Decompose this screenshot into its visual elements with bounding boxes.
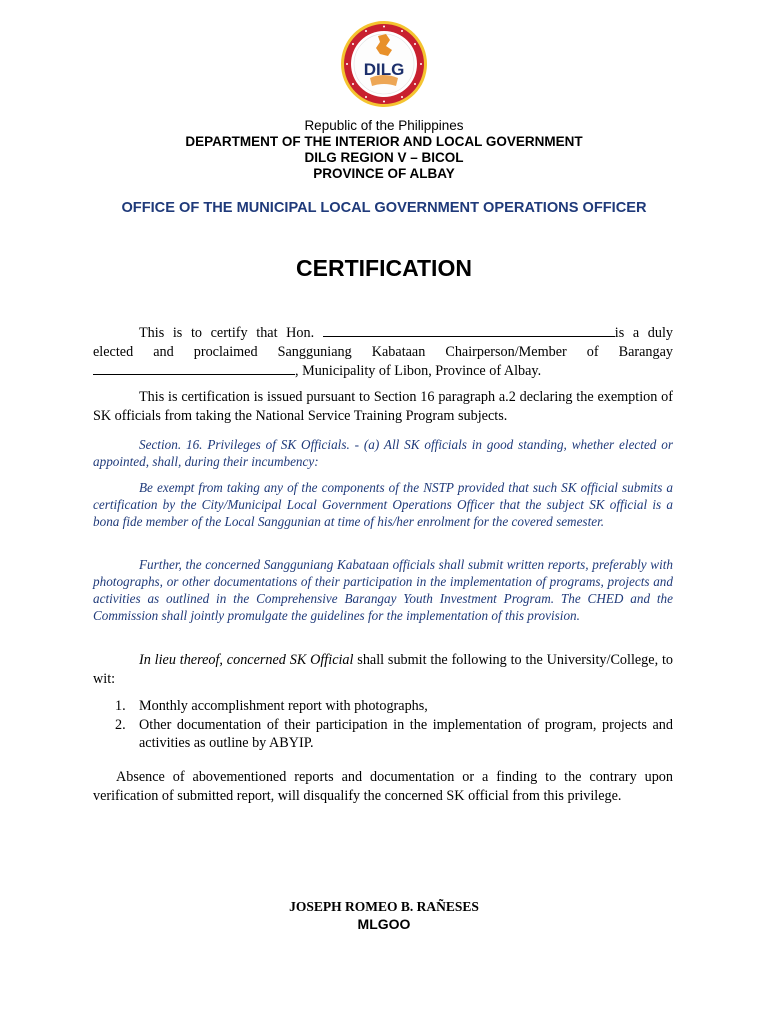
region-line: DILG REGION V – BICOL xyxy=(304,150,464,165)
province-line: PROVINCE OF ALBAY xyxy=(313,166,455,181)
list-item: 2. Other documentation of their participation in the implementation of program, projects and activities as outline by ABYIP. xyxy=(115,716,673,751)
certify-text-3: , Municipality of Libon, Province of Albay. xyxy=(295,363,542,379)
barangay-blank[interactable] xyxy=(93,361,295,375)
section16-quote: Section. 16. Privileges of SK Officials. - (a) All SK officials in good standing, whether elected or appointed, shall, during their incumbency: xyxy=(93,437,673,469)
requirements-list xyxy=(115,697,673,753)
list-item: 1. Monthly accomplishment report with photographs, xyxy=(115,698,428,714)
official-name-blank[interactable] xyxy=(323,323,615,337)
absence-paragraph: Absence of abovementioned reports and documentation or a finding to the contrary upon verification of submitted report, will disqualify the concerned SK official from this privilege. xyxy=(93,769,673,804)
exempt-quote: Be exempt from taking any of the components of the NSTP provided that such SK official submits a certification by the City/Municipal Local Government Operations Officer that the subject SK official is a bona fide member of the Local Sanggunian at time of his/her enrolment for the covered semester. xyxy=(93,480,673,529)
svg-text:DILG: DILG xyxy=(363,60,405,79)
document-title: CERTIFICATION xyxy=(296,255,472,281)
republic-line: Republic of the Philippines xyxy=(304,118,464,133)
further-quote: Further, the concerned Sangguniang Kabataan officials shall submit written reports, preferably with photographs, or other documentations of their participation in the implementation of programs, projects and activities as outlined in the Comprehensive Barangay Youth Investment Program. The CHED and the Commission shall jointly promulgate the guidelines for the implementation of this provision. xyxy=(93,557,673,623)
department-line: DEPARTMENT OF THE INTERIOR AND LOCAL GOVERNMENT xyxy=(185,134,583,149)
office-line: OFFICE OF THE MUNICIPAL LOCAL GOVERNMENT OPERATIONS OFFICER xyxy=(121,200,647,216)
dilg-seal-logo xyxy=(340,20,428,108)
lieu-paragraph xyxy=(93,651,673,688)
signatory-title: MLGOO xyxy=(357,916,411,932)
certify-paragraph xyxy=(93,323,673,381)
lieu-italic: In lieu thereof, concerned SK Official xyxy=(139,652,354,668)
certify-text-2: is a duly elected and proclaimed Sangguniang Kabataan Chairperson/Member of Barangay xyxy=(93,325,674,360)
certify-text-1: This is to certify that Hon. xyxy=(139,325,315,341)
signatory-name: JOSEPH ROMEO B. RAÑESES xyxy=(289,899,479,914)
lieu-rest: shall submit the following to the University/College, to wit: xyxy=(93,652,673,687)
pursuant-paragraph: This is certification is issued pursuant to Section 16 paragraph a.2 declaring the exemption of SK officials from taking the National Service Training Program subjects. xyxy=(93,389,673,424)
